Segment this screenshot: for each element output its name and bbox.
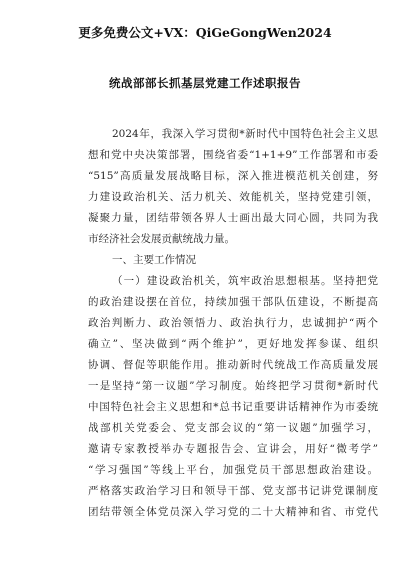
body-line: 2024年，我深入学习贯彻*新时代中国特色社会主义思 [112, 128, 378, 140]
body-line: （一）建设政治机关，筑牢政治思想根基。坚持把党 [112, 275, 378, 287]
body-line: 中国特色社会主义思想和*总书记重要讲话精神作为市委统 [88, 401, 378, 413]
body-line: 协调、督促等职能作用。推动新时代统战工作高质量发展 [88, 359, 378, 371]
body-line: “515”高质量发展战略目标，深入推进模范机关创建，努 [88, 170, 378, 182]
body-line: 确立”、坚决做到“两个维护”，更好地发挥参谋、组织 [88, 338, 378, 350]
section-heading: 一、主要工作情况 [112, 254, 196, 266]
watermark-header: 更多免费公文+VX：QiGeGongWen2024 [78, 25, 332, 40]
body-line: 想和党中央决策部署，围绕省委“1+1+9”工作部署和市委 [88, 149, 378, 161]
body-line: 的政治建设摆在首位，持续加强干部队伍建设，不断提高 [88, 296, 378, 308]
document-title: 统战部部长抓基层党建工作述职报告 [109, 76, 301, 90]
body-line: 政治判断力、政治领悟力、政治执行力，忠诚拥护“两个 [88, 317, 378, 329]
body-line: 团结带领全体党员深入学习党的二十大精神和省、市党代 [88, 506, 378, 518]
body-line: 力建设政治机关、活力机关、效能机关，坚持党建引领， [88, 191, 378, 203]
body-line: 严格落实政治学习日和领导干部、党支部书记讲党课制度 [88, 485, 378, 497]
body-line: “学习强国”等线上平台，加强党员干部思想政治建设。 [88, 464, 378, 476]
body-line: 市经济社会发展贡献统战力量。 [88, 233, 235, 245]
body-line: 邀请专家教授举办专题报告会、宣讲会，用好“微考学” [88, 443, 378, 455]
body-line: 一是坚持“第一议题”学习制度。始终把学习贯彻*新时代 [88, 380, 378, 392]
body-line: 凝聚力量，团结带领各界人士画出最大同心圆，共同为我 [88, 212, 378, 224]
body-line: 战部机关党委会、党支部会议的“第一议题”加强学习， [88, 422, 378, 434]
